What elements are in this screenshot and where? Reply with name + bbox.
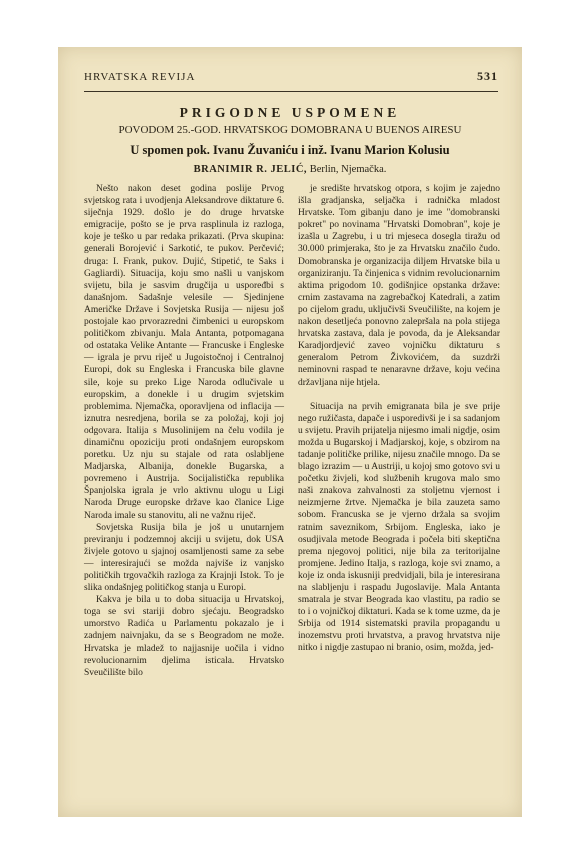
author-name: BRANIMIR R. JELIĆ, [193, 164, 308, 175]
author-location: Berlin, Njemačka. [309, 164, 387, 175]
running-header [84, 69, 498, 87]
paragraph: Nešto nakon deset godina poslije Prvog svjetskog rata i uvodjenja Aleksandrove diktature 6. siječnja 1929. došlo je do druge hrvatske emigracije, pošto se je prva rasplinula iz razloga, koje je teško u par redaka prikazati. (Prva skupina: generali Borojević i Sarkotić, te pukov. Perčević; druga: I. Frank, pukov. Dujić, Stipetić, te Saks i Gagliardi). Situacija, koju smo našli u vanjskom svijetu, bila je sasvim drugčija u uspoređbi s današnjom. Sadašnje velesile — Sjedinjene Američke Države i Sovjetska Rusija — nijesu još postojale kao prvorazredni čimbenici u europskom političkom zbivanju. Mala Antanta, potpomagana od ostataka Velike Antante — Francuske i Engleske — igrala je prvu riječ u Jugoistočnoj i Centralnoj Europi, dok su Engleska i Francuska bile glavne sile, koje su preko Lige Naroda odlučivale u europskim, a donekle i u drugim svjetskim problemima. Njemačka, oporavljena od inflacija — iznutra nesredjena, borila se za položaj, koji joj odgovara. Italija s Musolinijem na čelu vodila je dinamičnu opoziciju proti ondašnjem europskom poretku. Uz nju su stajale od rata oslabljene Madjarska, Albanija, donekle Bugarska, a povremeno i Austrija. Socijalistička republika Španjolska igrala je vrlo aktivnu ulogu u Ligi Naroda Druge europske države kao članice Lige Naroda imale su stanovitu, ali ne važnu riječ. [84, 184, 284, 521]
paragraph: Kakva je bila u to doba situacija u Hrvatskoj, toga se svi stariji dobro sjećaju. Beogradsko umorstvo Radića u Parlamentu pokazalo je i zadnjem naivnjaku, da se s Beogradom ne može. Hrvatska je mladež to najjasnije uočila i vidno revolucionarnim djelima isticala. Hrvatsko Sveučilište bilo [84, 595, 284, 678]
header-rule [84, 91, 498, 92]
byline [58, 164, 522, 175]
paragraph: je središte hrvatskog otpora, s kojim je zajedno išla gradjanska, seljačka i radnička mladost Hrvatske. Tom gibanju dano je ime "domobranski pokret" po novinama "Hrvatski Domobran", koje je izašla u Zagrebu, i u tri mjeseca dosegla tiražu od 30.000 primjeraka, što je za Hrvatsku značilo čudo. Domobranska je organizacija diljem Hrvatske bila u organiziranju. Ta činjenica s vidnim revolucionarnim aktima prigodom 10. godišnjice opstanka države: crnim zastavama na zagrebačkoj Katedrali, a zatim po cijelom gradu, uključivši Sveučilište, na kojem je nakon desetljeća ponovno zalepršala na pola stijega hrvatska zastava, dala je povoda, da je Aleksandar Karadjordjević zaveo vojničku diktaturu s generalom Petrom Živkovićem, da suzdrži neminovni raspad te nenaravne države, koju većina državljana nije htjela. [298, 184, 500, 388]
article-title: PRIGODNE USPOMENE [179, 105, 401, 120]
paragraph: Situacija na prvih emigranata bila je sve prije nego ružičasta, dapače i usporedivši je i sa sadanjom u svijetu. Pravih prijatelja nijesmo imali nigdje, osim možda u Bugarskoj i Madjarskoj, koje, s obzirom na tadanje političke prilike, nijesu značile mnogo. Da se blago izrazim — u Austriji, u kojoj smo gotovo svi u početku živjeli, kod službenih krugova malo smo naši znakova zahvalnosti za stoljetnu vjernost i neizmjerne žrtve. Njemačka je bila zauzeta samo sobom. Francuska se je vjerno držala sa svojim ratnim saveznikom, Srbijom. Engleska, iako je osudjivala metode Beograda i počela biti skeptična prema njegovoj politici, nije bila za teritorijalne promjene. Jedino Italja, s razloga, koje svi znamo, a koje iz onda iskusniji predvidjali, bila je interesirana na slabljenju i raspadu Jugoslavije. Mala Antanta smatrala je stvar Beograda kao vlastitu, pa radio se to i o vojničkoj diktaturi. Kada se k tome uzme, da je Srbija od 1914 sistematski pravila propagandu u inozemstvu proti hrvatstva, a pravog hrvatstva nije nitko i nigdje zastupao ni branio, osim, možda, jed- [298, 401, 500, 654]
right-column [298, 183, 500, 655]
page-number: 531 [477, 69, 498, 83]
article-subtitle: POVODOM 25.-GOD. HRVATSKOG DOMOBRANA U BUENOS AIRESU [118, 124, 462, 136]
journal-name: HRVATSKA REVIJA [84, 71, 196, 83]
journal-page [58, 47, 522, 817]
article-heading: U spomen pok. Ivanu Žuvaniću i inž. Ivanu Marion Kolusiu [130, 143, 450, 157]
left-column [84, 183, 284, 679]
paragraph: Sovjetska Rusija bila je još u unutarnjem previranju i podzemnoj akciji u svijetu, dok USA živjele gotovo u sjajnoj osamljenosti same za sebe — interesirajući se možda najviše iz vanjsko političkih trgovačkih razloga za Krajnji Istok. To je slika ondašnjeg političkog stanja u Europi. [84, 522, 284, 594]
